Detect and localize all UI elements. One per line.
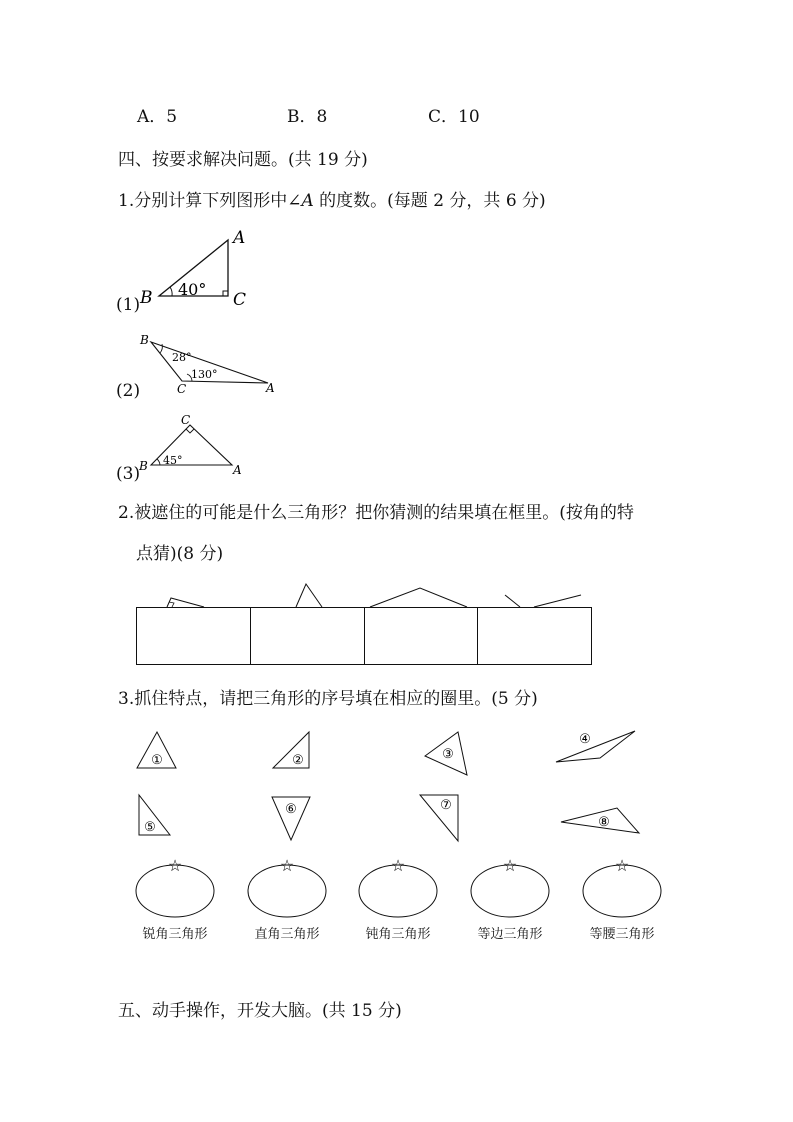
figure-1-vertex-b: B <box>140 288 153 308</box>
category-label-right: 直角三角形 <box>254 927 320 942</box>
figure-1-vertex-c: C <box>233 290 247 310</box>
circle-right[interactable] <box>248 856 326 917</box>
question-1-text: 1.分别计算下列图形中∠A 的度数。(每题 2 分，共 6 分) <box>118 191 546 211</box>
figure-3-angle: 45° <box>163 454 183 467</box>
figure-2-label: (2) <box>116 381 141 401</box>
figure-2-vertex-a: A <box>266 381 275 395</box>
figure-1-label: (1) <box>116 295 141 315</box>
triangle-1-label: ① <box>151 753 163 768</box>
triangle-4-label: ④ <box>579 732 591 747</box>
category-label-acute: 锐角三角形 <box>142 927 208 942</box>
figure-2-vertex-b: B <box>140 333 149 347</box>
figure-2-vertex-c: C <box>177 382 187 396</box>
star-icon: ☆ <box>167 856 183 875</box>
figure-3-vertex-a: A <box>233 463 242 477</box>
triangle-5-label: ⑤ <box>144 820 156 835</box>
figure-1-angle: 40° <box>178 280 207 299</box>
circle-obtuse[interactable] <box>359 856 437 917</box>
option-a: A．5 <box>137 107 178 127</box>
category-label-equilateral: 等边三角形 <box>477 927 543 942</box>
triangle-2-label: ② <box>292 753 304 768</box>
section-5-title: 五、动手操作，开发大脑。(共 15 分) <box>118 1001 402 1021</box>
triangle-8-label: ⑧ <box>598 815 610 830</box>
category-label-isosceles: 等腰三角形 <box>589 927 655 942</box>
star-icon: ☆ <box>279 856 295 875</box>
triangle-7-label: ⑦ <box>440 798 452 813</box>
circle-isosceles[interactable] <box>583 856 661 917</box>
figure-3-label: (3) <box>116 464 141 484</box>
category-label-obtuse: 钝角三角形 <box>365 927 431 942</box>
figure-3-vertex-b: B <box>139 459 148 473</box>
star-icon: ☆ <box>502 856 518 875</box>
option-b: B．8 <box>287 107 328 127</box>
option-c: C．10 <box>428 107 480 127</box>
figure-1-vertex-a: A <box>233 228 246 248</box>
question-2-line-1: 2.被遮住的可能是什么三角形？把你猜测的结果填在框里。(按角的特 <box>118 503 634 523</box>
circle-equilateral[interactable] <box>471 856 549 917</box>
question-2-line-2: 点猜)(8 分) <box>136 544 224 564</box>
figure-2-angle-c: 130° <box>191 368 218 381</box>
star-icon: ☆ <box>390 856 406 875</box>
question-3-text: 3.抓住特点，请把三角形的序号填在相应的圈里。(5 分) <box>118 689 538 709</box>
circle-acute[interactable] <box>136 856 214 917</box>
triangle-6-label: ⑥ <box>285 802 297 817</box>
figure-2-angle-b: 28° <box>172 351 192 364</box>
star-icon: ☆ <box>614 856 630 875</box>
figure-3-vertex-c: C <box>181 413 191 427</box>
triangle-3-label: ③ <box>442 747 454 762</box>
section-4-title: 四、按要求解决问题。(共 19 分) <box>118 150 368 170</box>
